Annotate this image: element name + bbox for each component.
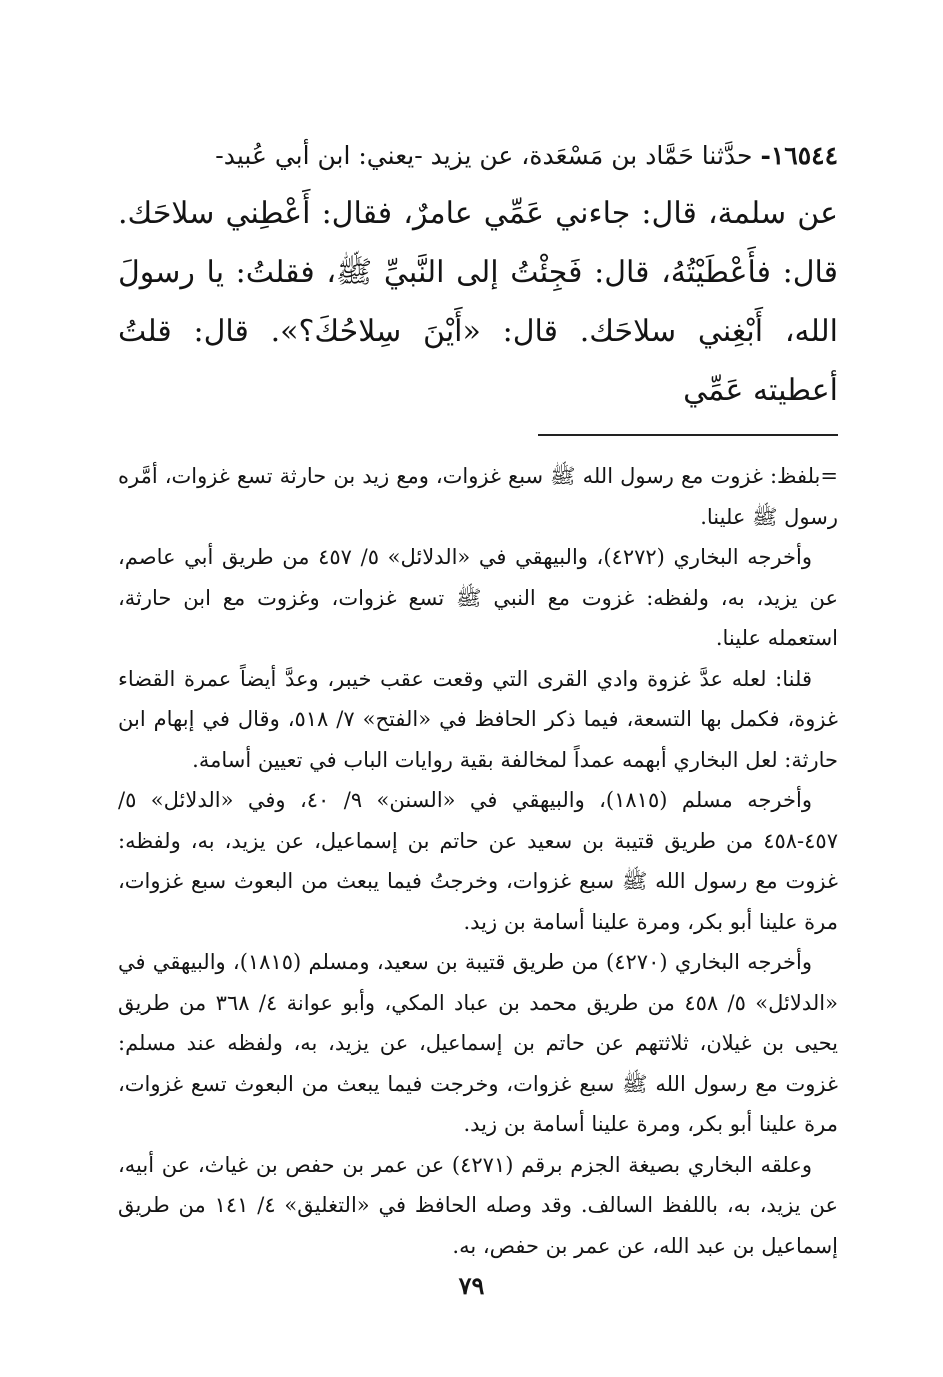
hadith-body: عن سلمة، قال: جاءني عَمِّي عامرٌ، فقال: أَعْطِني سلاحَك. قال: فأَعْطَيْتُهُ، قال: فَجِئْتُ إلى النَّبيِّ ﷺ، فقلتُ: يا رسولَ الله، أَبْغِني سلاحَك. قال: «أَيْنَ سِلاحُكَ؟». قال: قلتُ أعطيته عَمِّي: [118, 196, 838, 408]
footnotes: [118, 456, 838, 1266]
footnote-paragraph: وأخرجه مسلم (١٨١٥)، والبيهقي في «السنن» ٩/ ٤٠، وفي «الدلائل» ٥/ ٤٥٧-٤٥٨ من طريق قتيبة بن سعيد عن حاتم بن إسماعيل، عن يزيد، به، ولفظه: غزوت مع رسول الله ﷺ سبع غزوات، وخرجتُ فيما يبعث من البعوث سبع غزوات، مرة علينا أبو بكر، ومرة علينا أسامة بن زيد.: [118, 788, 838, 934]
hadith-number: ١٦٥٤٤-: [760, 141, 838, 170]
footnote-separator: [538, 434, 838, 436]
hadith-isnad: حدَّثنا حَمَّاد بن مَسْعَدة، عن يزيد -يعني: ابن أبي عُبيد-: [215, 141, 753, 170]
hadith-main-text: [118, 136, 838, 420]
hadith-first-line: [118, 136, 838, 176]
page-content: [118, 136, 838, 1266]
footnote-paragraph: وأخرجه البخاري (٤٢٧٠) من طريق قتيبة بن سعيد، ومسلم (١٨١٥)، والبيهقي في «الدلائل» ٥/ ٤٥٨ من طريق محمد بن عباد المكي، وأبو عوانة ٤/ ٣٦٨ من طريق يحيى بن غيلان، ثلاثتهم عن حاتم بن إسماعيل، عن يزيد، به، ولفظه عند مسلم: غزوت مع رسول الله ﷺ سبع غزوات، وخرجت فيما يبعث من البعوث تسع غزوات، مرة علينا أبو بكر، ومرة علينا أسامة بن زيد.: [118, 950, 838, 1136]
footnote-paragraph: =بلفظ: غزوت مع رسول الله ﷺ سبع غزوات، ومع زيد بن حارثة تسع غزوات، أمَّره رسول ﷺ علينا.: [118, 464, 838, 529]
footnote-paragraph: وعلقه البخاري بصيغة الجزم برقم (٤٢٧١) عن عمر بن حفص بن غياث، عن أبيه، عن يزيد، به، باللفظ السالف. وقد وصله الحافظ في «التغليق» ٤/ ١٤١ من طريق إسماعيل بن عبد الله، عن عمر بن حفص، به.: [118, 1152, 838, 1258]
footnote-paragraph: وأخرجه البخاري (٤٢٧٢)، والبيهقي في «الدلائل» ٥/ ٤٥٧ من طريق أبي عاصم، عن يزيد، به، ولفظه: غزوت مع النبي ﷺ تسع غزوات، وغزوت مع ابن حارثة، استعمله علينا.: [118, 545, 838, 650]
page-number: ٧٩: [458, 1271, 485, 1300]
footnote-paragraph: قلنا: لعله عدَّ غزوة وادي القرى التي وقعت عقب خيبر، وعدَّ أيضاً عمرة القضاء غزوة، فكمل بها التسعة، فيما ذكر الحافظ في «الفتح» ٧/ ٥١٨، وقال في إبهام ابن حارثة: لعل البخاري أبهمه عمداً لمخالفة بقية روايات الباب في تعيين أسامة.: [118, 666, 839, 772]
